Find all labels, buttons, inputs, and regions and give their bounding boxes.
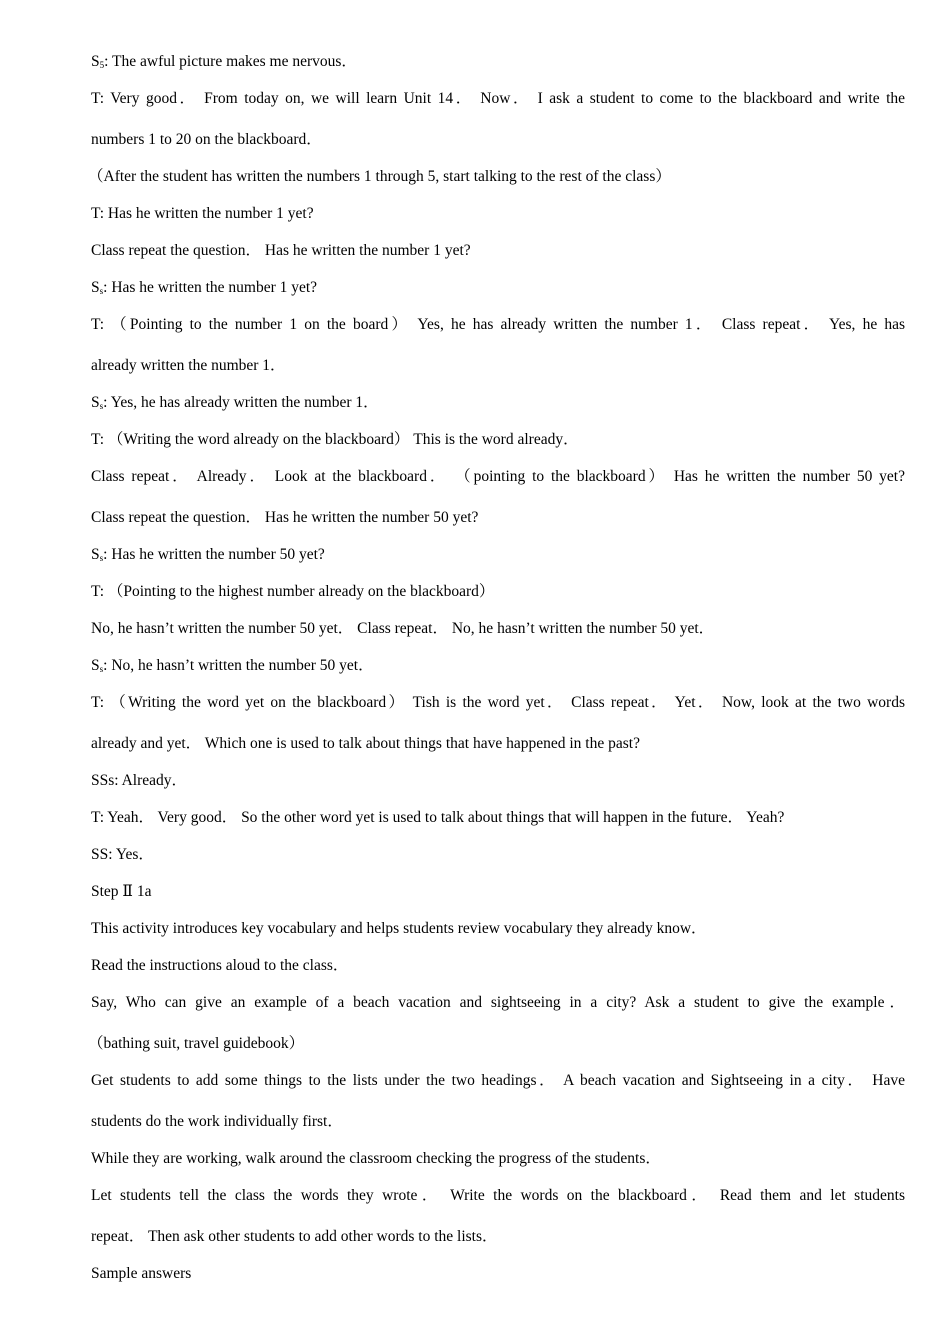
paragraph-line: students do the work individually first． bbox=[91, 1113, 343, 1130]
dialogue-line: $S_5$: The awful picture makes me nervous． bbox=[91, 53, 357, 70]
dialogue-line: Class repeat the question． Has he written the number 1 yet? bbox=[91, 242, 471, 259]
paragraph-line: This activity introduces key vocabulary and helps students review vocabulary they already know． bbox=[91, 920, 707, 937]
dialogue-line: T: Very good． From today on, we will learn Unit 14． Now． I ask a student to come to the blackboard and write the bbox=[91, 90, 905, 107]
dialogue-line: Class repeat． Already． Look at the blackboard． （pointing to the blackboard） Has he written the number 50 yet? bbox=[91, 468, 905, 485]
dialogue-line: T: （Writing the word already on the blackboard） This is the word already． bbox=[91, 431, 579, 448]
document-page bbox=[88, 50, 905, 1299]
dialogue-line: T: （Pointing to the number 1 on the board） Yes, he has already written the number 1． Class repeat． Yes, he has bbox=[91, 316, 905, 333]
dialogue-line: No, he hasn’t written the number 50 yet． Class repeat． No, he hasn’t written the number 50 yet． bbox=[91, 620, 715, 637]
paragraph-line: Read the instructions aloud to the class． bbox=[91, 957, 349, 974]
dialogue-line: T: Yeah． Very good． So the other word yet is used to talk about things that will happen in the future． Yeah? bbox=[91, 809, 785, 826]
paragraph-line: Say, Who can give an example of a beach vacation and sightseeing in a city? Ask a student to give the example． bbox=[91, 994, 905, 1011]
paragraph-line: Get students to add some things to the lists under the two headings． A beach vacation and Sightseeing in a city． Have bbox=[91, 1072, 905, 1089]
dialogue-line: $S_s$: No, he hasn’t written the number 50 yet． bbox=[91, 657, 374, 674]
paragraph-line: While they are working, walk around the classroom checking the progress of the students． bbox=[91, 1150, 661, 1167]
dialogue-line: $S_s$: Has he written the number 1 yet? bbox=[91, 279, 318, 296]
dialogue-line: SSs: Already． bbox=[91, 772, 188, 789]
dialogue-line: $S_s$: Has he written the number 50 yet? bbox=[91, 546, 325, 563]
dialogue-line: T: （Writing the word yet on the blackboard） Tish is the word yet． Class repeat． Yet． Now, look at the two words bbox=[91, 694, 905, 711]
dialogue-line: already and yet． Which one is used to talk about things that have happened in the past? bbox=[91, 735, 640, 752]
dialogue-line: numbers 1 to 20 on the blackboard． bbox=[91, 131, 322, 148]
section-label: Sample answers bbox=[91, 1265, 192, 1282]
dialogue-line: $S_s$: Yes, he has already written the number 1． bbox=[91, 394, 379, 411]
paragraph-line: Let students tell the class the words they wrote． Write the words on the blackboard． Read them and let students bbox=[91, 1187, 905, 1204]
stage-direction: （After the student has written the numbers 1 through 5, start talking to the rest of the class） bbox=[88, 168, 671, 185]
dialogue-line: T: Has he written the number 1 yet? bbox=[91, 205, 314, 222]
dialogue-line: already written the number 1． bbox=[91, 357, 286, 374]
step-heading: Step Ⅱ 1a bbox=[91, 883, 152, 900]
paragraph-line: （bathing suit, travel guidebook） bbox=[88, 1035, 305, 1052]
dialogue-line: T: （Pointing to the highest number already on the blackboard） bbox=[91, 583, 495, 600]
dialogue-line: SS: Yes． bbox=[91, 846, 154, 863]
paragraph-line: repeat． Then ask other students to add other words to the lists． bbox=[91, 1228, 498, 1245]
dialogue-line: Class repeat the question． Has he written the number 50 yet? bbox=[91, 509, 479, 526]
